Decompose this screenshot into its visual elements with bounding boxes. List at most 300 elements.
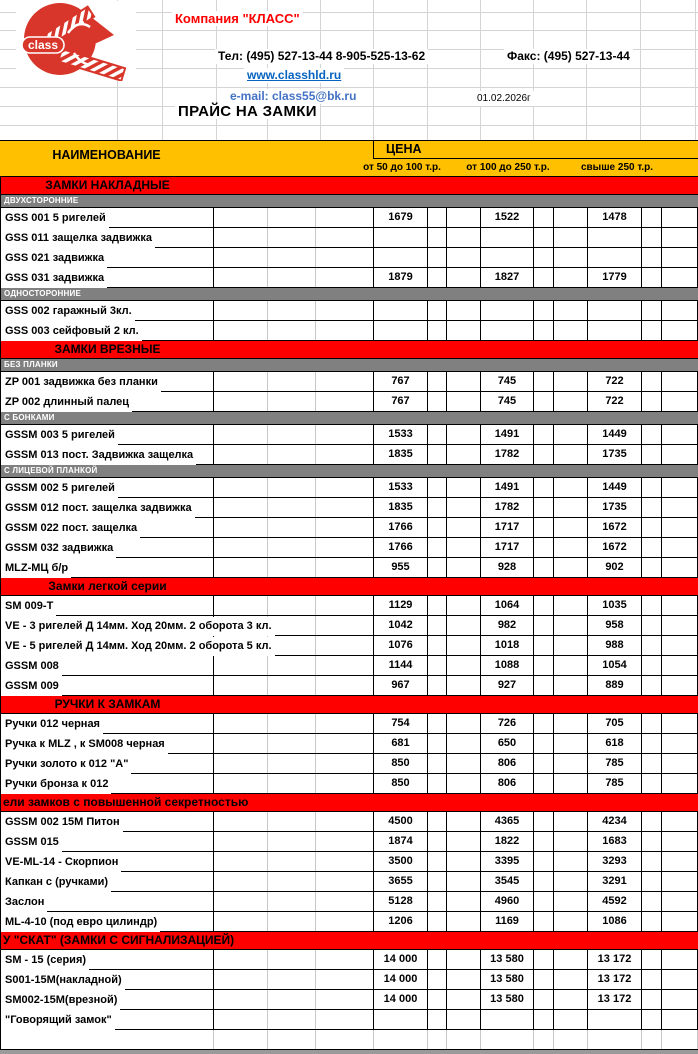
- spacer-cell: [214, 1010, 268, 1029]
- price-cell-tier3: 1672: [588, 518, 642, 537]
- table-row: [0, 912, 698, 932]
- spacer-cell: [214, 812, 268, 831]
- price-cell-tier1: 1144: [374, 656, 428, 675]
- table-row: [0, 812, 698, 832]
- spacer-cell: [316, 852, 374, 871]
- price-cell-tier3: 13 172: [588, 970, 642, 989]
- spacer-cell: [268, 970, 316, 989]
- spacer-cell: [428, 498, 447, 517]
- spacer-cell: [447, 812, 481, 831]
- spacer-cell: [662, 425, 698, 444]
- spacer-cell: [428, 812, 447, 831]
- spacer-cell: [534, 832, 554, 851]
- item-name-cell: [1, 228, 214, 247]
- gridline: [695, 0, 696, 140]
- spacer-cell: [214, 892, 268, 911]
- spacer-cell: [268, 872, 316, 891]
- spacer-cell: [534, 228, 554, 247]
- table-row: [0, 248, 698, 268]
- spacer-cell: [316, 656, 374, 675]
- spacer-cell: [268, 912, 316, 931]
- spacer-cell: [428, 912, 447, 931]
- item-name-cell: [1, 498, 214, 517]
- spacer-cell: [662, 1010, 698, 1029]
- price-cell-tier3: 902: [588, 558, 642, 577]
- price-tier-3-header: свыше 250 т.р.: [580, 162, 654, 173]
- price-cell-tier2: 1491: [481, 425, 534, 444]
- spacer-cell: [662, 372, 698, 391]
- price-cell-tier2: 745: [481, 392, 534, 411]
- spacer-cell: [447, 518, 481, 537]
- page-title: ПРАЙС НА ЗАМКИ: [175, 104, 320, 119]
- spacer-cell: [447, 892, 481, 911]
- spacer-cell: [447, 301, 481, 320]
- table-row: [0, 208, 698, 228]
- item-name: GSSM 009: [1, 677, 62, 696]
- spacer-cell: [316, 321, 374, 340]
- spacer-cell: [316, 478, 374, 497]
- spacer-cell: [534, 636, 554, 655]
- spacer-cell: [268, 892, 316, 911]
- table-row: [0, 445, 698, 465]
- item-name: GSS 002 гаражный 3кл.: [1, 302, 135, 321]
- spacer-cell: [554, 425, 588, 444]
- item-name-cell: [1, 558, 214, 577]
- price-cell-tier1: 1533: [374, 478, 428, 497]
- spacer-cell: [534, 372, 554, 391]
- price-cell-tier1: 1533: [374, 425, 428, 444]
- item-name-cell: [1, 392, 214, 411]
- item-name: "Говорящий замок": [1, 1011, 115, 1030]
- spacer-cell: [642, 208, 662, 227]
- item-name: ZP 002 длинный палец: [1, 393, 132, 412]
- section-row-red: [0, 696, 698, 714]
- price-cell-tier3: 4592: [588, 892, 642, 911]
- price-date: 01.02.2026г: [474, 91, 534, 106]
- spacer-cell: [447, 558, 481, 577]
- item-name-cell: [1, 538, 214, 557]
- item-name-cell: [1, 1010, 214, 1029]
- price-cell-tier2: [481, 248, 534, 267]
- spacer-cell: [268, 208, 316, 227]
- gridline: [427, 0, 428, 140]
- price-cell-tier3: 13 172: [588, 950, 642, 969]
- spacer-cell: [534, 714, 554, 733]
- table-row: [0, 538, 698, 558]
- spacer-cell: [316, 872, 374, 891]
- gridline: [373, 0, 374, 140]
- spacer-cell: [214, 538, 268, 557]
- spacer-cell: [447, 656, 481, 675]
- gridline: [0, 125, 698, 126]
- spacer-cell: [447, 754, 481, 773]
- spacer-cell: [534, 912, 554, 931]
- spacer-cell: [662, 518, 698, 537]
- spacer-cell: [268, 518, 316, 537]
- spacer-cell: [214, 990, 268, 1009]
- price-cell-tier2: 1088: [481, 656, 534, 675]
- spacer-cell: [534, 970, 554, 989]
- price-cell-tier1: [374, 321, 428, 340]
- section-label: У "СКАТ" (ЗАМКИ С СИГНАЛИЗАЦИЕЙ): [3, 933, 235, 947]
- item-name-cell: [1, 445, 214, 464]
- spacer-cell: [268, 656, 316, 675]
- spacer-cell: [268, 852, 316, 871]
- spacer-cell: [447, 268, 481, 287]
- spacer-cell: [447, 208, 481, 227]
- item-name-cell: [1, 892, 214, 911]
- spacer-cell: [554, 950, 588, 969]
- item-name-cell: [1, 478, 214, 497]
- price-cell-tier2: 806: [481, 774, 534, 793]
- spacer-cell: [554, 970, 588, 989]
- spacer-cell: [316, 445, 374, 464]
- spacer-cell: [534, 558, 554, 577]
- table-row: [0, 321, 698, 341]
- spacer-cell: [662, 558, 698, 577]
- spacer-cell: [662, 478, 698, 497]
- spacer-cell: [268, 714, 316, 733]
- price-cell-tier1: 1042: [374, 616, 428, 635]
- spacer-cell: [214, 321, 268, 340]
- price-cell-tier2: 1169: [481, 912, 534, 931]
- table-row: [0, 774, 698, 794]
- price-cell-tier3: [588, 1030, 642, 1049]
- table-row: [0, 754, 698, 774]
- spacer-cell: [268, 616, 316, 635]
- item-name: SM002-15М(врезной): [1, 991, 120, 1010]
- spacer-cell: [268, 268, 316, 287]
- spacer-cell: [642, 478, 662, 497]
- spacer-cell: [316, 596, 374, 615]
- spacer-cell: [642, 596, 662, 615]
- item-name-cell: [1, 912, 214, 931]
- spacer-cell: [534, 208, 554, 227]
- section-row-gray: [0, 412, 698, 425]
- table-row: [0, 478, 698, 498]
- spacer-cell: [214, 872, 268, 891]
- price-cell-tier1: 850: [374, 774, 428, 793]
- spacer-cell: [268, 676, 316, 695]
- spacer-cell: [554, 616, 588, 635]
- spacer-cell: [662, 852, 698, 871]
- spacer-cell: [642, 616, 662, 635]
- price-cell-tier3: 3293: [588, 852, 642, 871]
- price-cell-tier1: 1076: [374, 636, 428, 655]
- price-cell-tier1: 681: [374, 734, 428, 753]
- spacer-cell: [642, 990, 662, 1009]
- spacer-cell: [428, 392, 447, 411]
- price-cell-tier3: [588, 321, 642, 340]
- subsection-label: С ЛИЦЕВОЙ ПЛАНКОЙ: [4, 466, 98, 475]
- spacer-cell: [316, 636, 374, 655]
- spacer-cell: [428, 1030, 447, 1049]
- item-name-cell: [1, 832, 214, 851]
- item-name: MLZ-МЦ б/р: [1, 559, 71, 578]
- price-cell-tier1: 14 000: [374, 970, 428, 989]
- spacer-cell: [214, 950, 268, 969]
- spacer-cell: [662, 970, 698, 989]
- price-cell-tier2: 1827: [481, 268, 534, 287]
- spacer-cell: [214, 558, 268, 577]
- company-name: Компания "КЛАСС": [172, 11, 303, 26]
- spacer-cell: [642, 321, 662, 340]
- spacer-cell: [316, 912, 374, 931]
- spacer-cell: [554, 656, 588, 675]
- price-cell-tier2: 927: [481, 676, 534, 695]
- spacer-cell: [214, 228, 268, 247]
- spacer-cell: [268, 392, 316, 411]
- price-cell-tier3: 722: [588, 392, 642, 411]
- price-cell-tier2: 982: [481, 616, 534, 635]
- spacer-cell: [316, 812, 374, 831]
- spacer-cell: [316, 734, 374, 753]
- price-cell-tier2: 4960: [481, 892, 534, 911]
- spacer-cell: [316, 1010, 374, 1029]
- spacer-cell: [428, 518, 447, 537]
- spacer-cell: [268, 774, 316, 793]
- price-cell-tier3: 1478: [588, 208, 642, 227]
- spacer-cell: [554, 372, 588, 391]
- item-name: Ручки 012 черная: [1, 715, 103, 734]
- price-cell-tier3: 889: [588, 676, 642, 695]
- price-cell-tier2: 1717: [481, 518, 534, 537]
- spacer-cell: [268, 425, 316, 444]
- price-cell-tier1: 5128: [374, 892, 428, 911]
- spacer-cell: [662, 812, 698, 831]
- spacer-cell: [428, 754, 447, 773]
- item-name-cell: [1, 812, 214, 831]
- table-row: [0, 425, 698, 445]
- spacer-cell: [316, 268, 374, 287]
- document-header: [0, 0, 698, 140]
- spacer-cell: [662, 616, 698, 635]
- item-name-cell: [1, 990, 214, 1009]
- spacer-cell: [642, 812, 662, 831]
- spacer-cell: [662, 228, 698, 247]
- section-row-red: [0, 794, 698, 812]
- price-cell-tier3: 705: [588, 714, 642, 733]
- spacer-cell: [316, 372, 374, 391]
- item-name-cell: [1, 950, 214, 969]
- price-tier-1-header: от 50 до 100 т.р.: [363, 162, 441, 173]
- spacer-cell: [534, 892, 554, 911]
- company-logo: [16, 1, 136, 81]
- spacer-cell: [447, 950, 481, 969]
- price-cell-tier3: 785: [588, 774, 642, 793]
- item-name-cell: [1, 616, 272, 635]
- item-name: Капкан с (ручками): [1, 873, 111, 892]
- gridline: [0, 106, 698, 107]
- spacer-cell: [428, 538, 447, 557]
- spacer-cell: [534, 248, 554, 267]
- item-name-cell: [1, 636, 272, 655]
- spacer-cell: [534, 301, 554, 320]
- item-name: Ручки бронза к 012: [1, 775, 111, 794]
- spacer-cell: [447, 228, 481, 247]
- table-row: [0, 950, 698, 970]
- item-name-cell: [1, 734, 214, 753]
- item-name: GSSM 022 пост. защелка: [1, 519, 140, 538]
- spacer-cell: [214, 676, 268, 695]
- section-label: РУЧКИ К ЗАМКАМ: [54, 697, 161, 711]
- spacer-cell: [534, 1030, 554, 1049]
- spacer-cell: [554, 478, 588, 497]
- subsection-label: С БОНКАМИ: [4, 413, 55, 422]
- spacer-cell: [268, 321, 316, 340]
- spacer-cell: [316, 676, 374, 695]
- gridline: [640, 0, 641, 140]
- spacer-cell: [554, 538, 588, 557]
- spacer-cell: [554, 774, 588, 793]
- item-name: GSSM 012 пост. защелка задвижка: [1, 499, 195, 518]
- spacer-cell: [447, 970, 481, 989]
- price-cell-tier1: 1766: [374, 538, 428, 557]
- spacer-cell: [554, 912, 588, 931]
- spacer-cell: [534, 656, 554, 675]
- spacer-cell: [316, 208, 374, 227]
- spacer-cell: [316, 538, 374, 557]
- spacer-cell: [447, 321, 481, 340]
- spacer-cell: [428, 616, 447, 635]
- spacer-cell: [447, 676, 481, 695]
- spacer-cell: [428, 892, 447, 911]
- spacer-cell: [662, 248, 698, 267]
- item-name: SM 009-T: [1, 597, 56, 616]
- table-row: [0, 1010, 698, 1030]
- spacer-cell: [554, 498, 588, 517]
- item-name-cell: [1, 301, 214, 320]
- spacer-cell: [316, 970, 374, 989]
- table-row: [0, 832, 698, 852]
- spacer-cell: [316, 301, 374, 320]
- spacer-cell: [447, 596, 481, 615]
- price-cell-tier3: 1735: [588, 498, 642, 517]
- gridline: [0, 87, 698, 88]
- price-cell-tier2: 1064: [481, 596, 534, 615]
- price-cell-tier3: [588, 248, 642, 267]
- price-cell-tier1: 1129: [374, 596, 428, 615]
- spacer-cell: [447, 445, 481, 464]
- spacer-cell: [214, 754, 268, 773]
- spacer-cell: [662, 872, 698, 891]
- spacer-cell: [534, 676, 554, 695]
- spacer-cell: [214, 1030, 268, 1049]
- spacer-cell: [554, 392, 588, 411]
- spacer-cell: [428, 301, 447, 320]
- spacer-cell: [316, 558, 374, 577]
- price-cell-tier3: 13 172: [588, 990, 642, 1009]
- price-cell-tier1: [374, 301, 428, 320]
- spacer-cell: [447, 392, 481, 411]
- spacer-cell: [642, 714, 662, 733]
- price-cell-tier1: 754: [374, 714, 428, 733]
- spacer-cell: [642, 656, 662, 675]
- spacer-cell: [268, 754, 316, 773]
- spacer-cell: [447, 774, 481, 793]
- item-name: GSS 001 5 ригелей: [1, 209, 109, 228]
- item-name-cell: [1, 852, 214, 871]
- spacer-cell: [316, 990, 374, 1009]
- spacer-cell: [642, 852, 662, 871]
- spacer-cell: [662, 754, 698, 773]
- spacer-cell: [428, 950, 447, 969]
- spacer-cell: [447, 872, 481, 891]
- price-cell-tier3: 785: [588, 754, 642, 773]
- section-row-red: [0, 177, 698, 195]
- price-cell-tier1: 767: [374, 392, 428, 411]
- table-row: [0, 268, 698, 288]
- item-name: GSS 031 задвижка: [1, 269, 107, 288]
- section-row-red: [0, 932, 698, 950]
- spacer-cell: [554, 301, 588, 320]
- spacer-cell: [447, 538, 481, 557]
- price-cell-tier2: 13 580: [481, 970, 534, 989]
- spacer-cell: [428, 425, 447, 444]
- price-cell-tier1: 767: [374, 372, 428, 391]
- item-name-cell: [1, 208, 214, 227]
- table-row: [0, 656, 698, 676]
- table-bottom-strip: [0, 1050, 698, 1054]
- spacer-cell: [214, 445, 268, 464]
- spacer-cell: [554, 990, 588, 1009]
- spacer-cell: [316, 1030, 374, 1049]
- item-name: VE-ML-14 - Скорпион: [1, 853, 121, 872]
- price-cell-tier2: [481, 1010, 534, 1029]
- price-cell-tier2: 13 580: [481, 950, 534, 969]
- website-link[interactable]: www.classhld.ru: [244, 68, 344, 83]
- spacer-cell: [534, 616, 554, 635]
- spacer-cell: [662, 1030, 698, 1049]
- spacer-cell: [642, 1030, 662, 1049]
- spacer-cell: [534, 734, 554, 753]
- spacer-cell: [642, 734, 662, 753]
- spacer-cell: [534, 518, 554, 537]
- spacer-cell: [428, 636, 447, 655]
- item-name: GSSM 002 5 ригелей: [1, 479, 118, 498]
- spacer-cell: [447, 478, 481, 497]
- spacer-cell: [662, 832, 698, 851]
- spacer-cell: [534, 774, 554, 793]
- spacer-cell: [316, 774, 374, 793]
- price-cell-tier2: 1018: [481, 636, 534, 655]
- price-cell-tier3: [588, 301, 642, 320]
- item-name-cell: [1, 774, 214, 793]
- email-link[interactable]: e-mail: class55@bk.ru: [227, 89, 359, 104]
- spacer-cell: [268, 301, 316, 320]
- spacer-cell: [662, 268, 698, 287]
- spacer-cell: [447, 832, 481, 851]
- subsection-label: ДВУХСТОРОННИЕ: [4, 196, 79, 205]
- spacer-cell: [214, 912, 268, 931]
- spacer-cell: [534, 321, 554, 340]
- table-row: [0, 518, 698, 538]
- item-name: SM - 15 (серия): [1, 951, 89, 970]
- spacer-cell: [642, 950, 662, 969]
- spacer-cell: [642, 498, 662, 517]
- price-cell-tier1: 1679: [374, 208, 428, 227]
- spacer-cell: [554, 734, 588, 753]
- spacer-cell: [268, 498, 316, 517]
- table-row: [0, 392, 698, 412]
- spacer-cell: [447, 372, 481, 391]
- spacer-cell: [534, 478, 554, 497]
- price-cell-tier2: 1491: [481, 478, 534, 497]
- spacer-cell: [447, 425, 481, 444]
- spacer-cell: [268, 596, 316, 615]
- price-cell-tier2: [481, 228, 534, 247]
- spacer-cell: [642, 301, 662, 320]
